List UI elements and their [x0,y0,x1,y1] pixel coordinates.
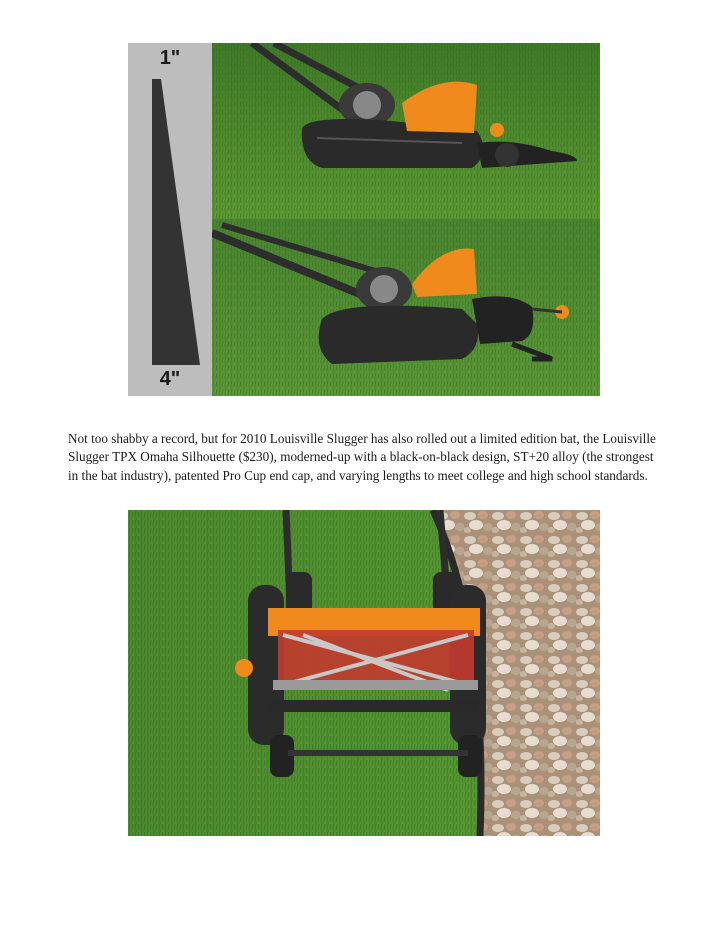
cut-height-gauge [128,43,212,396]
mower-photo-high [212,43,600,219]
wedge-shape [128,43,212,396]
gauge-top-label: 1" [159,47,181,69]
gauge-bottom-label: 4" [159,368,181,390]
mower-front-view-image [128,510,600,836]
mower-photo-low [212,219,600,396]
body-paragraph: Not too shabby a record, but for 2010 Louisville Slugger has also rolled out a limited edition bat, the Louisville Slugger TPX Omaha Silhouette ($230), moderned-up with a black-on-black design, ST+20 alloy (the strongest in the bat industry), patented Pro Cup end cap, and varying lengths to meet college and high school standards. [68,431,656,483]
mower-front-photo [128,510,600,836]
mower-height-figure [128,43,600,396]
mower-side-view-high-image [212,43,600,219]
mower-side-view-low-image [212,219,600,396]
